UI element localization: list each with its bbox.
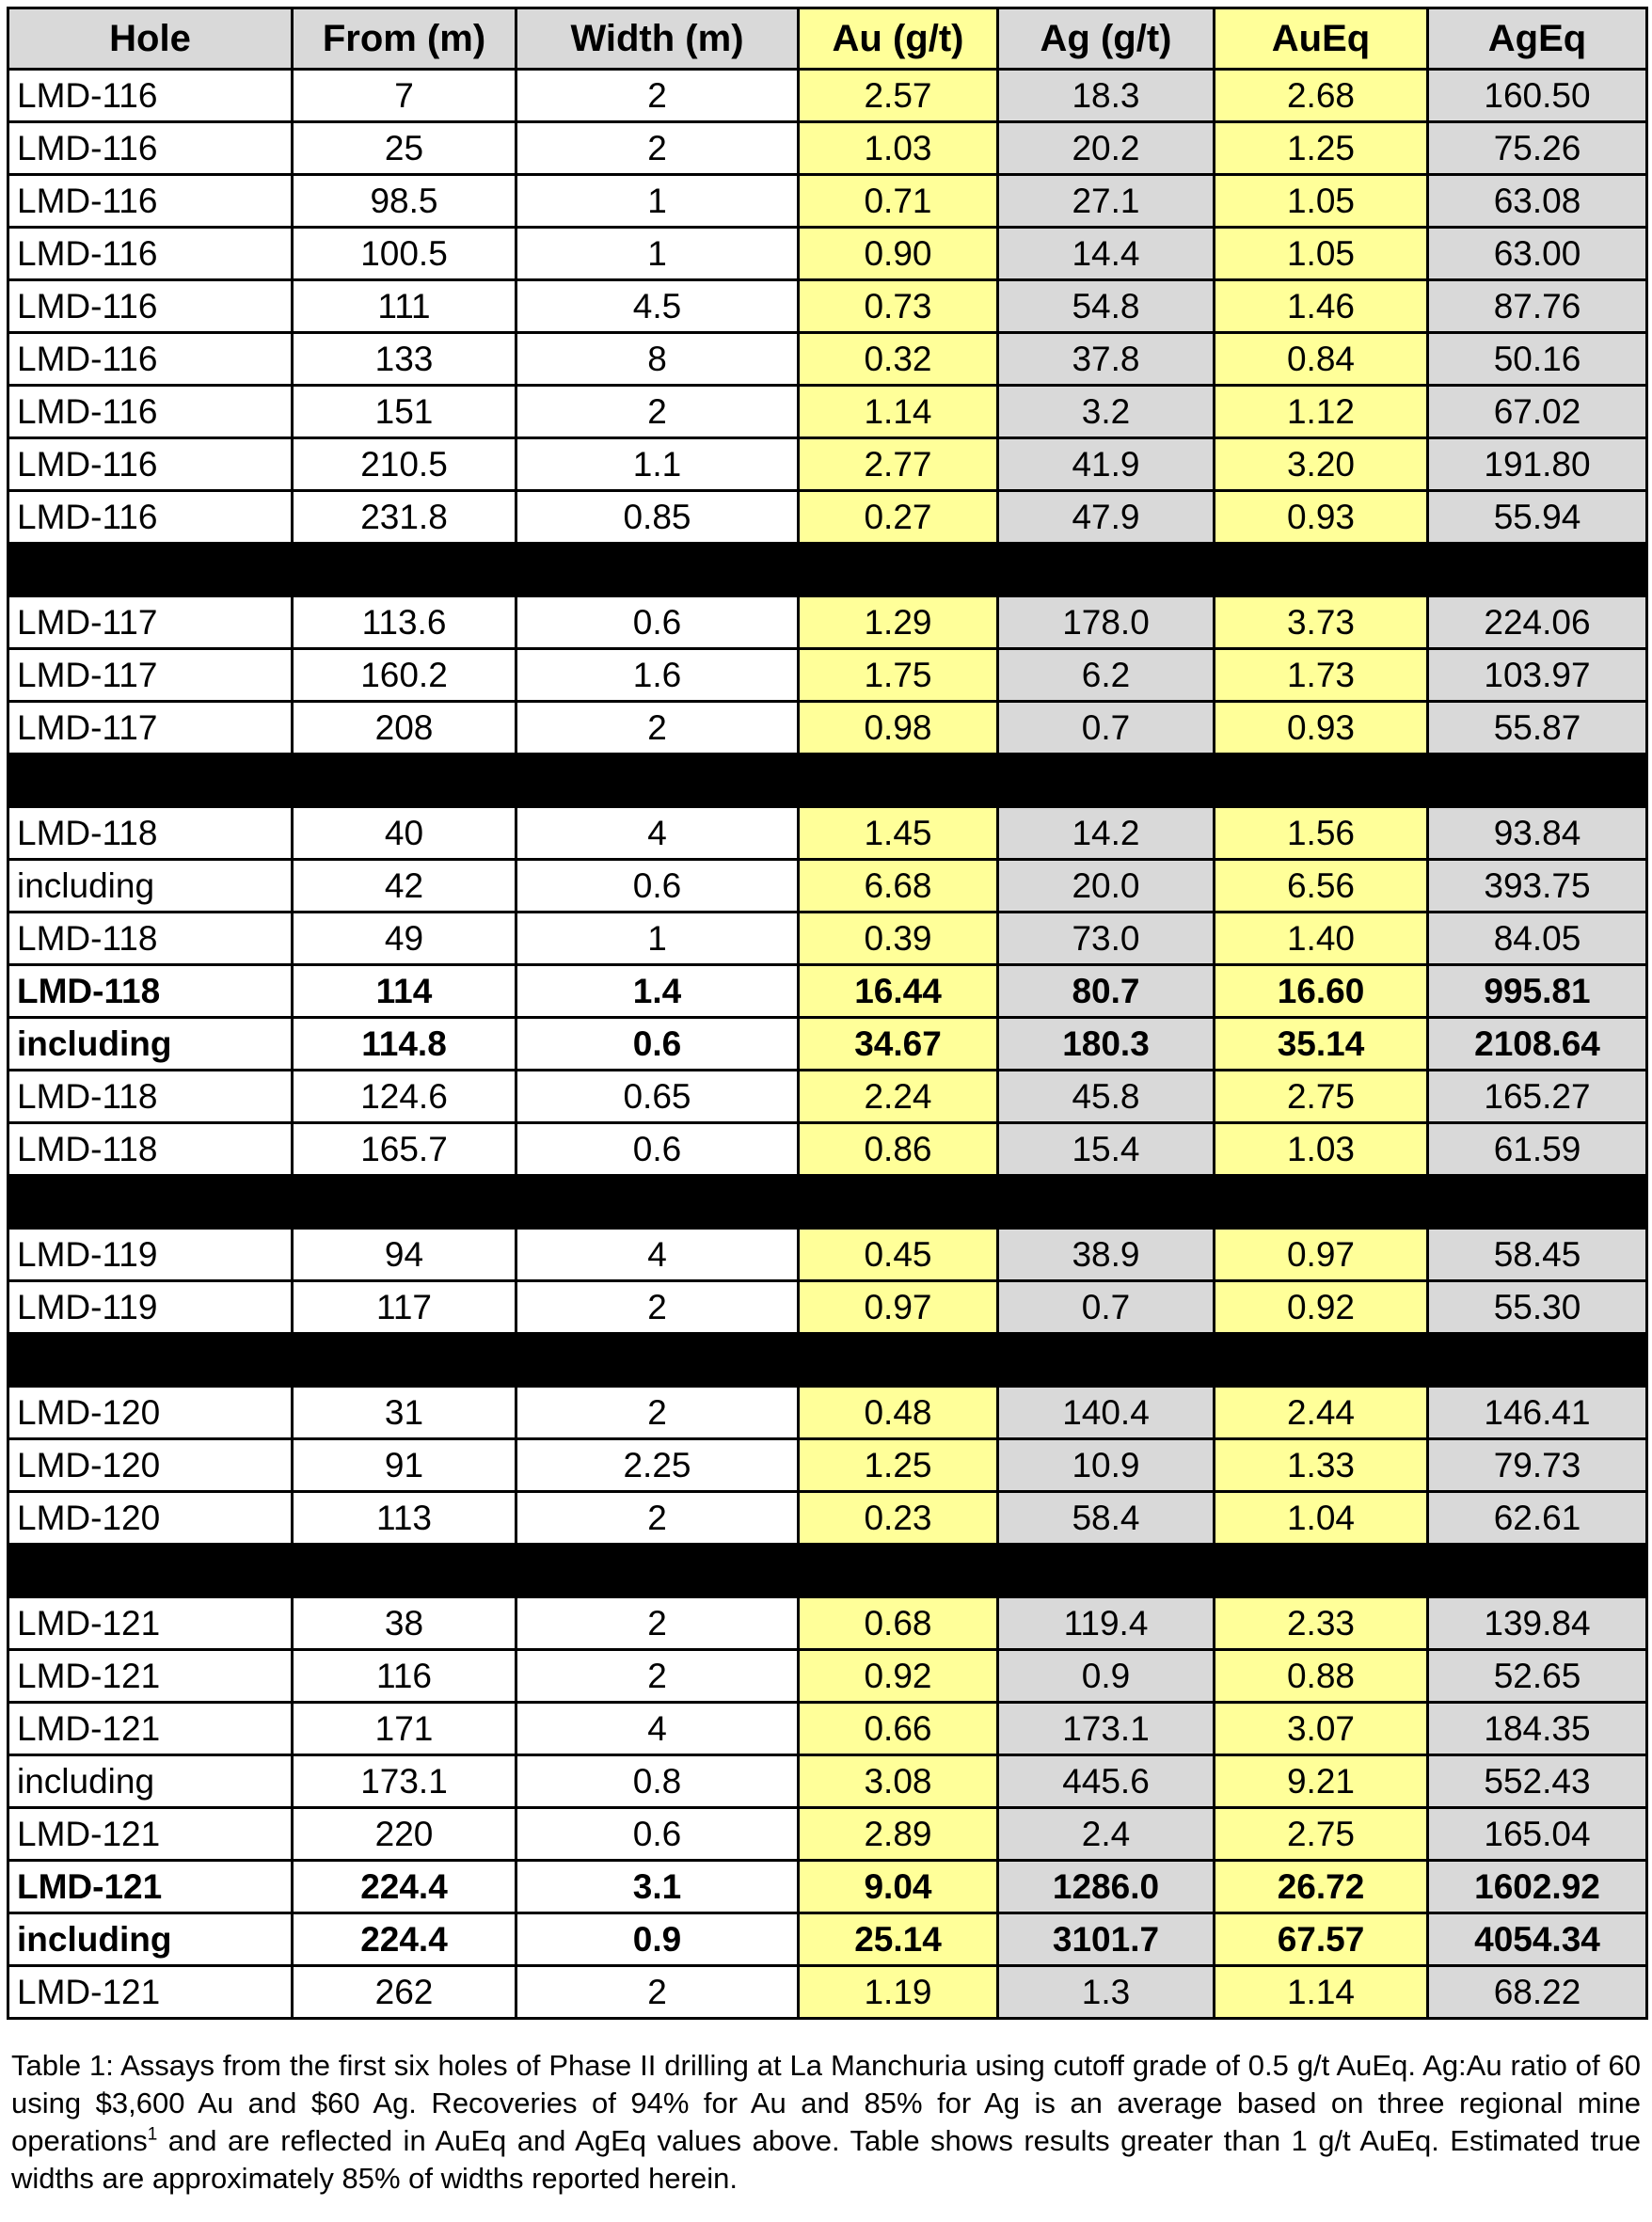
cell-ag: 180.3 [998,1018,1215,1071]
cell-au: 0.97 [799,1281,998,1334]
cell-width: 2 [516,386,799,438]
cell-width: 0.6 [516,860,799,913]
cell-width: 1.6 [516,649,799,702]
cell-from: 124.6 [293,1071,516,1123]
cell-ageq: 55.94 [1428,491,1647,544]
cell-ageq: 191.80 [1428,438,1647,491]
cell-hole: including [8,860,293,913]
cell-ag: 54.8 [998,280,1215,333]
cell-width: 1 [516,913,799,965]
cell-from: 98.5 [293,175,516,228]
separator-cell [8,1545,1647,1597]
cell-ageq: 87.76 [1428,280,1647,333]
cell-ageq: 165.27 [1428,1071,1647,1123]
table-row [8,1597,1647,1650]
footnote-marker: 1 [147,2124,158,2145]
cell-ageq: 52.65 [1428,1650,1647,1703]
cell-width: 2 [516,1387,799,1439]
cell-aueq: 2.44 [1215,1387,1428,1439]
cell-from: 210.5 [293,438,516,491]
cell-ag: 73.0 [998,913,1215,965]
cell-hole: LMD-120 [8,1387,293,1439]
cell-ag: 0.9 [998,1650,1215,1703]
table-row [8,1703,1647,1755]
cell-aueq: 0.92 [1215,1281,1428,1334]
cell-ageq: 165.04 [1428,1808,1647,1861]
cell-hole: LMD-118 [8,965,293,1018]
cell-hole: LMD-118 [8,1123,293,1176]
table-row [8,649,1647,702]
cell-au: 34.67 [799,1018,998,1071]
cell-aueq: 16.60 [1215,965,1428,1018]
cell-aueq: 2.75 [1215,1808,1428,1861]
cell-aueq: 1.46 [1215,280,1428,333]
cell-aueq: 0.84 [1215,333,1428,386]
column-header-width: Width (m) [516,8,799,70]
cell-ageq: 58.45 [1428,1229,1647,1281]
cell-au: 0.98 [799,702,998,754]
cell-au: 2.77 [799,438,998,491]
cell-hole: LMD-121 [8,1808,293,1861]
cell-from: 49 [293,913,516,965]
cell-ag: 1.3 [998,1966,1215,2019]
cell-width: 1 [516,228,799,280]
cell-au: 0.48 [799,1387,998,1439]
cell-hole: LMD-117 [8,702,293,754]
cell-from: 220 [293,1808,516,1861]
cell-au: 0.66 [799,1703,998,1755]
cell-ag: 0.7 [998,702,1215,754]
cell-au: 1.75 [799,649,998,702]
cell-ageq: 2108.64 [1428,1018,1647,1071]
cell-from: 42 [293,860,516,913]
cell-ag: 6.2 [998,649,1215,702]
cell-ag: 178.0 [998,596,1215,649]
cell-ageq: 84.05 [1428,913,1647,965]
cell-aueq: 1.04 [1215,1492,1428,1545]
table-row [8,1018,1647,1071]
cell-ageq: 68.22 [1428,1966,1647,2019]
cell-aueq: 1.03 [1215,1123,1428,1176]
cell-ag: 119.4 [998,1597,1215,1650]
table-row [8,1755,1647,1808]
cell-width: 1.4 [516,965,799,1018]
table-row [8,1071,1647,1123]
cell-from: 7 [293,70,516,122]
cell-from: 25 [293,122,516,175]
cell-from: 231.8 [293,491,516,544]
cell-ageq: 103.97 [1428,649,1647,702]
cell-width: 1 [516,175,799,228]
separator-row [8,1176,1647,1229]
table-row [8,702,1647,754]
cell-ageq: 146.41 [1428,1387,1647,1439]
table-row [8,1439,1647,1492]
cell-ag: 14.2 [998,807,1215,860]
table-row [8,596,1647,649]
cell-aueq: 26.72 [1215,1861,1428,1913]
separator-cell [8,1176,1647,1229]
cell-ageq: 63.00 [1428,228,1647,280]
cell-au: 0.27 [799,491,998,544]
cell-from: 31 [293,1387,516,1439]
table-row [8,175,1647,228]
table-row [8,1281,1647,1334]
cell-from: 38 [293,1597,516,1650]
cell-hole: LMD-117 [8,596,293,649]
table-row [8,333,1647,386]
cell-ageq: 55.30 [1428,1281,1647,1334]
cell-width: 1.1 [516,438,799,491]
cell-width: 0.6 [516,1808,799,1861]
table-row [8,965,1647,1018]
cell-from: 116 [293,1650,516,1703]
cell-hole: LMD-118 [8,807,293,860]
table-row [8,1650,1647,1703]
cell-au: 1.25 [799,1439,998,1492]
table-row [8,807,1647,860]
cell-hole: LMD-116 [8,175,293,228]
cell-au: 0.68 [799,1597,998,1650]
cell-hole: LMD-116 [8,386,293,438]
cell-ag: 10.9 [998,1439,1215,1492]
table-row [8,1123,1647,1176]
column-header-ag: Ag (g/t) [998,8,1215,70]
cell-hole: LMD-121 [8,1966,293,2019]
cell-width: 2.25 [516,1439,799,1492]
cell-hole: LMD-121 [8,1861,293,1913]
cell-width: 2 [516,70,799,122]
cell-au: 0.32 [799,333,998,386]
cell-ageq: 93.84 [1428,807,1647,860]
cell-width: 2 [516,1597,799,1650]
cell-ageq: 79.73 [1428,1439,1647,1492]
cell-ageq: 50.16 [1428,333,1647,386]
cell-aueq: 67.57 [1215,1913,1428,1966]
cell-au: 16.44 [799,965,998,1018]
column-header-from: From (m) [293,8,516,70]
cell-width: 4 [516,1229,799,1281]
cell-from: 262 [293,1966,516,2019]
cell-hole: LMD-116 [8,70,293,122]
cell-au: 1.19 [799,1966,998,2019]
cell-ag: 3101.7 [998,1913,1215,1966]
cell-hole: LMD-116 [8,122,293,175]
cell-ag: 27.1 [998,175,1215,228]
cell-aueq: 2.33 [1215,1597,1428,1650]
cell-width: 0.6 [516,1018,799,1071]
cell-aueq: 1.14 [1215,1966,1428,2019]
cell-width: 2 [516,1650,799,1703]
cell-width: 4.5 [516,280,799,333]
cell-width: 0.8 [516,1755,799,1808]
cell-aueq: 1.40 [1215,913,1428,965]
cell-ageq: 393.75 [1428,860,1647,913]
cell-hole: LMD-119 [8,1229,293,1281]
table-row [8,491,1647,544]
cell-au: 0.92 [799,1650,998,1703]
cell-from: 111 [293,280,516,333]
cell-hole: LMD-119 [8,1281,293,1334]
cell-from: 173.1 [293,1755,516,1808]
cell-width: 2 [516,1966,799,2019]
cell-au: 6.68 [799,860,998,913]
cell-ag: 14.4 [998,228,1215,280]
cell-ag: 37.8 [998,333,1215,386]
cell-hole: LMD-121 [8,1703,293,1755]
separator-row [8,544,1647,596]
cell-width: 2 [516,1492,799,1545]
cell-from: 114 [293,965,516,1018]
cell-aueq: 0.97 [1215,1229,1428,1281]
cell-hole: LMD-116 [8,280,293,333]
column-header-ageq: AgEq [1428,8,1647,70]
column-header-au: Au (g/t) [799,8,998,70]
cell-width: 0.85 [516,491,799,544]
table-row [8,228,1647,280]
table-row [8,1861,1647,1913]
cell-hole: LMD-118 [8,1071,293,1123]
cell-au: 1.14 [799,386,998,438]
cell-hole: including [8,1913,293,1966]
table-row [8,1913,1647,1966]
caption-text: Table 1: Assays from the first six holes of Phase II drilling at La Manchuria using cutoff grade of 0.5 g/t AuEq. Ag:Au ratio of 60 using $3,600 Au and $60 Ag. Recoveries of 94% for Au and 85% for Ag is an average based on three regional mine operations [11,2049,1641,2157]
cell-hole: LMD-121 [8,1597,293,1650]
table-row [8,860,1647,913]
cell-ag: 38.9 [998,1229,1215,1281]
cell-hole: including [8,1018,293,1071]
cell-from: 171 [293,1703,516,1755]
cell-hole: LMD-116 [8,491,293,544]
cell-from: 94 [293,1229,516,1281]
cell-au: 9.04 [799,1861,998,1913]
cell-ageq: 995.81 [1428,965,1647,1018]
cell-ageq: 552.43 [1428,1755,1647,1808]
cell-hole: including [8,1755,293,1808]
cell-au: 1.03 [799,122,998,175]
cell-from: 100.5 [293,228,516,280]
cell-width: 4 [516,1703,799,1755]
cell-from: 160.2 [293,649,516,702]
cell-aueq: 1.73 [1215,649,1428,702]
cell-ag: 45.8 [998,1071,1215,1123]
cell-aueq: 3.73 [1215,596,1428,649]
table-row [8,1492,1647,1545]
cell-au: 0.45 [799,1229,998,1281]
cell-width: 2 [516,122,799,175]
cell-au: 0.86 [799,1123,998,1176]
cell-au: 2.57 [799,70,998,122]
separator-cell [8,544,1647,596]
cell-ageq: 184.35 [1428,1703,1647,1755]
cell-from: 151 [293,386,516,438]
separator-cell [8,754,1647,807]
cell-au: 0.39 [799,913,998,965]
cell-aueq: 3.20 [1215,438,1428,491]
caption-text-continued: and are reflected in AuEq and AgEq values above. Table shows results greater than 1 g/t AuEq. Estimated true widths are approximately 85% of widths reported herein. [11,2124,1641,2195]
table-row [8,70,1647,122]
table-row [8,280,1647,333]
cell-aueq: 6.56 [1215,860,1428,913]
cell-aueq: 1.12 [1215,386,1428,438]
cell-aueq: 1.05 [1215,228,1428,280]
cell-from: 117 [293,1281,516,1334]
cell-ageq: 62.61 [1428,1492,1647,1545]
separator-cell [8,1334,1647,1387]
table-row [8,1387,1647,1439]
table-row [8,913,1647,965]
cell-width: 4 [516,807,799,860]
table-row [8,438,1647,491]
cell-ag: 173.1 [998,1703,1215,1755]
cell-au: 3.08 [799,1755,998,1808]
cell-aueq: 0.93 [1215,702,1428,754]
cell-ag: 80.7 [998,965,1215,1018]
cell-au: 2.24 [799,1071,998,1123]
cell-au: 1.45 [799,807,998,860]
table-row [8,1229,1647,1281]
cell-ageq: 224.06 [1428,596,1647,649]
column-header-hole: Hole [8,8,293,70]
cell-aueq: 1.56 [1215,807,1428,860]
cell-au: 0.90 [799,228,998,280]
cell-from: 224.4 [293,1913,516,1966]
cell-aueq: 35.14 [1215,1018,1428,1071]
column-header-aueq: AuEq [1215,8,1428,70]
cell-hole: LMD-120 [8,1492,293,1545]
cell-width: 0.6 [516,596,799,649]
cell-aueq: 1.05 [1215,175,1428,228]
table-body [8,70,1647,2019]
cell-au: 25.14 [799,1913,998,1966]
cell-from: 91 [293,1439,516,1492]
cell-ag: 41.9 [998,438,1215,491]
cell-from: 113.6 [293,596,516,649]
cell-aueq: 2.75 [1215,1071,1428,1123]
table-caption [11,2047,1641,2198]
cell-au: 1.29 [799,596,998,649]
cell-width: 0.65 [516,1071,799,1123]
cell-au: 0.71 [799,175,998,228]
separator-row [8,1334,1647,1387]
cell-ag: 3.2 [998,386,1215,438]
cell-ag: 20.2 [998,122,1215,175]
cell-ageq: 1602.92 [1428,1861,1647,1913]
cell-ag: 18.3 [998,70,1215,122]
cell-ageq: 4054.34 [1428,1913,1647,1966]
cell-ag: 47.9 [998,491,1215,544]
table-header-row [8,8,1647,70]
cell-ageq: 55.87 [1428,702,1647,754]
cell-hole: LMD-121 [8,1650,293,1703]
table-row [8,1966,1647,2019]
cell-ageq: 139.84 [1428,1597,1647,1650]
cell-hole: LMD-117 [8,649,293,702]
separator-row [8,754,1647,807]
separator-row [8,1545,1647,1597]
cell-ag: 445.6 [998,1755,1215,1808]
cell-ageq: 61.59 [1428,1123,1647,1176]
cell-aueq: 3.07 [1215,1703,1428,1755]
cell-ag: 0.7 [998,1281,1215,1334]
cell-ag: 20.0 [998,860,1215,913]
cell-hole: LMD-116 [8,228,293,280]
cell-ageq: 67.02 [1428,386,1647,438]
cell-from: 40 [293,807,516,860]
table-row [8,386,1647,438]
cell-hole: LMD-120 [8,1439,293,1492]
cell-width: 3.1 [516,1861,799,1913]
table-row [8,122,1647,175]
cell-aueq: 0.88 [1215,1650,1428,1703]
cell-from: 208 [293,702,516,754]
cell-ag: 140.4 [998,1387,1215,1439]
cell-ageq: 75.26 [1428,122,1647,175]
cell-hole: LMD-116 [8,333,293,386]
cell-width: 2 [516,1281,799,1334]
cell-au: 0.73 [799,280,998,333]
cell-aueq: 1.33 [1215,1439,1428,1492]
cell-ag: 58.4 [998,1492,1215,1545]
cell-ageq: 160.50 [1428,70,1647,122]
cell-ag: 2.4 [998,1808,1215,1861]
cell-from: 114.8 [293,1018,516,1071]
cell-hole: LMD-118 [8,913,293,965]
cell-width: 0.9 [516,1913,799,1966]
cell-aueq: 9.21 [1215,1755,1428,1808]
cell-hole: LMD-116 [8,438,293,491]
cell-aueq: 2.68 [1215,70,1428,122]
cell-au: 2.89 [799,1808,998,1861]
cell-au: 0.23 [799,1492,998,1545]
table-row [8,1808,1647,1861]
cell-aueq: 1.25 [1215,122,1428,175]
cell-from: 113 [293,1492,516,1545]
cell-from: 165.7 [293,1123,516,1176]
cell-from: 133 [293,333,516,386]
cell-aueq: 0.93 [1215,491,1428,544]
cell-from: 224.4 [293,1861,516,1913]
cell-width: 2 [516,702,799,754]
cell-ageq: 63.08 [1428,175,1647,228]
assay-results-table [7,7,1648,2020]
cell-ag: 15.4 [998,1123,1215,1176]
cell-width: 8 [516,333,799,386]
cell-width: 0.6 [516,1123,799,1176]
cell-ag: 1286.0 [998,1861,1215,1913]
